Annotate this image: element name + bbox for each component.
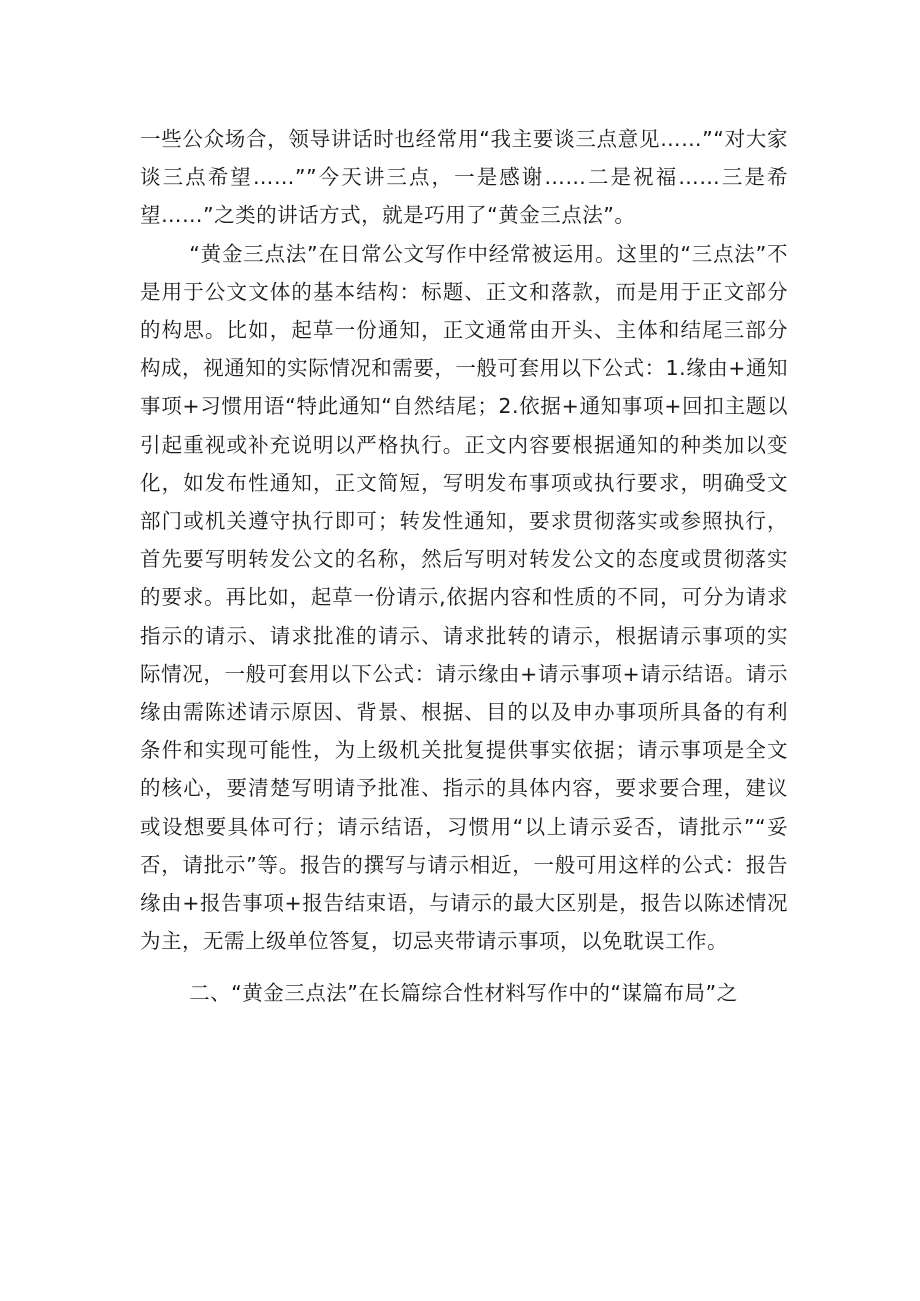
paragraph-main: “黄金三点法”在日常公文写作中经常被运用。这里的“三点法”不是用于公文文体的基本结构：标题、正文和落款，而是用于正文部分的构思。比如，起草一份通知，正文通常由开头、主体和结尾三部分构成，视通知的实际情况和需要，一般可套用以下公式：1.缘由+通知事项+习惯用语“特此通知“自然结尾；2.依据+通知事项+回扣主题以引起重视或补充说明以严格执行。正文内容要根据通知的种类加以变化，如发布性通知，正文简短，写明发布事项或执行要求，明确受文部门或机关遵守执行即可；转发性通知，要求贯彻落实或参照执行，首先要写明转发公文的名称，然后写明对转发公文的态度或贯彻落实的要求。再比如，起草一份请示,依据内容和性质的不同，可分为请求指示的请示、请求批准的请示、请求批转的请示，根据请示事项的实际情况，一般可套用以下公式：请示缘由+请示事项+请示结语。请示缘由需陈述请示原因、背景、根据、目的以及申办事项所具备的有利条件和实现可能性，为上级机关批复提供事实依据；请示事项是全文的核心，要清楚写明请予批准、指示的具体内容，要求要合理，建议或设想要具体可行；请示结语，习惯用“以上请示妥否，请批示”“妥否，请批示”等。报告的撰写与请示相近，一般可用这样的公式：报告缘由+报告事项+报告结束语，与请示的最大区别是，报告以陈述情况为主，无需上级单位答复，切忌夹带请示事项，以免耽误工作。 xyxy=(140,241,788,954)
body-text xyxy=(140,120,788,1013)
paragraph-continuation: 一些公众场合，领导讲话时也经常用“我主要谈三点意见……”“对大家谈三点希望……””今天讲三点，一是感谢……二是祝福……三是希望……”之类的讲话方式，就是巧用了“黄金三点法”。 xyxy=(140,127,788,228)
section-heading: 二、“黄金三点法”在长篇综合性材料写作中的“谋篇布局”之 xyxy=(189,981,738,1006)
